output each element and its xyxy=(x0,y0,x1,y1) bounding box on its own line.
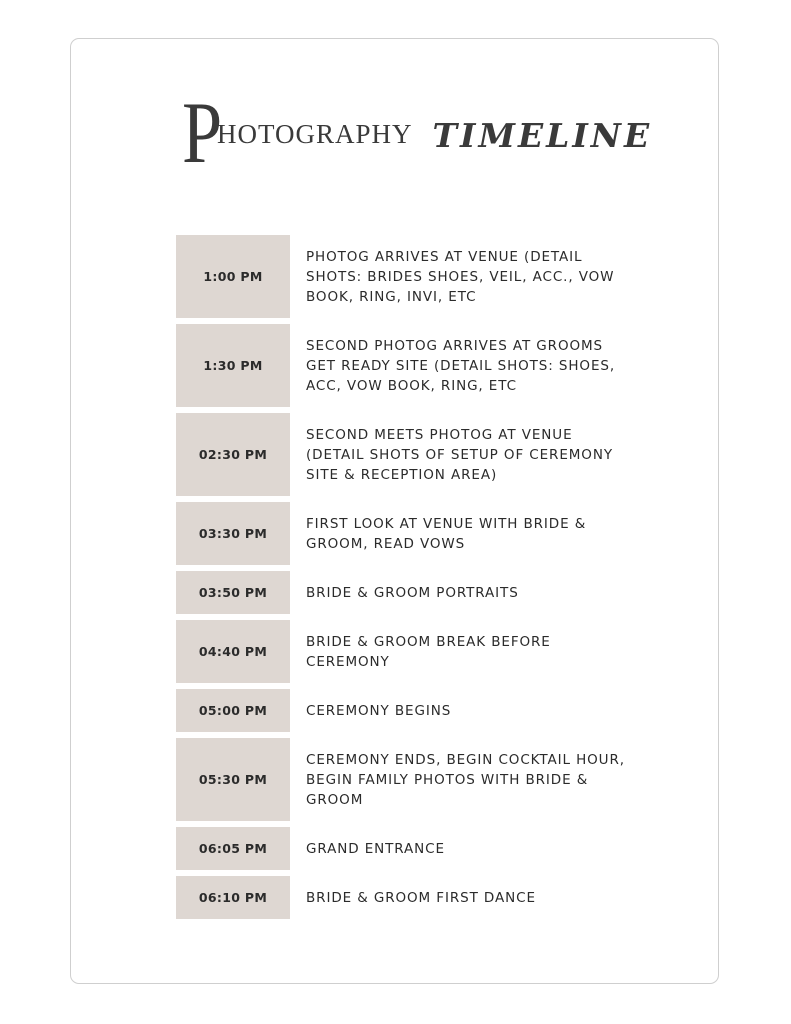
timeline-time: 05:30 PM xyxy=(176,738,290,821)
timeline-row xyxy=(176,571,626,614)
timeline-description: CEREMONY ENDS, BEGIN COCKTAIL HOUR, BEGIN FAMILY PHOTOS WITH BRIDE & GROOM xyxy=(306,751,625,808)
timeline-description: BRIDE & GROOM FIRST DANCE xyxy=(306,889,536,906)
timeline-row xyxy=(176,413,626,496)
timeline-time: 03:50 PM xyxy=(176,571,290,614)
timeline-description: BRIDE & GROOM BREAK BEFORE CEREMONY xyxy=(306,633,551,670)
timeline-row xyxy=(176,876,626,919)
timeline-row xyxy=(176,235,626,318)
timeline-description: PHOTOG ARRIVES AT VENUE (DETAIL SHOTS: BRIDES SHOES, VEIL, ACC., VOW BOOK, RING, INVI, ETC xyxy=(306,248,615,305)
timeline-time: 1:30 PM xyxy=(176,324,290,407)
timeline-description: CEREMONY BEGINS xyxy=(306,702,452,719)
timeline-time: 02:30 PM xyxy=(176,413,290,496)
title-rest: HOTOGRAPHY xyxy=(216,119,413,149)
timeline-description: SECOND PHOTOG ARRIVES AT GROOMS GET READY SITE (DETAIL SHOTS: SHOES, ACC, VOW BOOK, RING, ETC xyxy=(306,337,616,394)
timeline-description: FIRST LOOK AT VENUE WITH BRIDE & GROOM, READ VOWS xyxy=(306,515,587,552)
title-accent: TIMELINE xyxy=(432,116,653,155)
timeline-table xyxy=(176,235,626,925)
timeline-row xyxy=(176,502,626,565)
timeline-time: 05:00 PM xyxy=(176,689,290,732)
page-title xyxy=(182,85,653,182)
timeline-description: GRAND ENTRANCE xyxy=(306,840,445,857)
timeline-time: 06:10 PM xyxy=(176,876,290,919)
timeline-row xyxy=(176,620,626,683)
timeline-row xyxy=(176,738,626,821)
timeline-description: BRIDE & GROOM PORTRAITS xyxy=(306,584,519,601)
timeline-time: 04:40 PM xyxy=(176,620,290,683)
timeline-row xyxy=(176,324,626,407)
timeline-row xyxy=(176,827,626,870)
timeline-row xyxy=(176,689,626,732)
timeline-time: 06:05 PM xyxy=(176,827,290,870)
title-initial: P xyxy=(182,85,219,182)
timeline-time: 1:00 PM xyxy=(176,235,290,318)
timeline-time: 03:30 PM xyxy=(176,502,290,565)
timeline-description: SECOND MEETS PHOTOG AT VENUE (DETAIL SHOTS OF SETUP OF CEREMONY SITE & RECEPTION AREA) xyxy=(306,426,613,483)
